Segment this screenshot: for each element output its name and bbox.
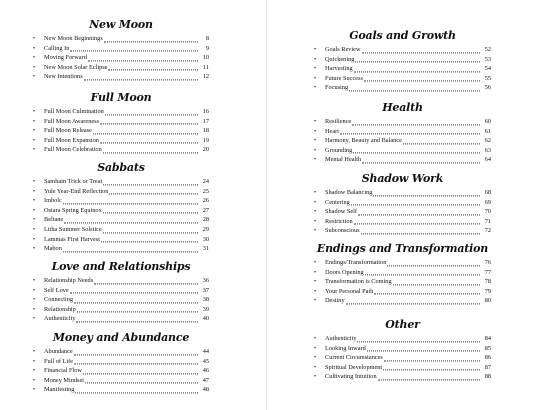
entry-page-number: 47 — [202, 376, 209, 384]
bullet-icon: • — [33, 188, 36, 195]
entry-page-number: 25 — [202, 187, 209, 195]
dot-leader — [63, 251, 198, 252]
entry-page-number: 86 — [484, 354, 491, 362]
dot-leader — [367, 351, 480, 352]
entry-page-number: 28 — [202, 216, 209, 224]
bullet-icon: • — [33, 297, 36, 304]
bullet-icon: • — [314, 56, 317, 63]
entry-title: Subconscious — [325, 227, 360, 235]
entry-page-number: 85 — [484, 344, 491, 352]
bullet-icon: • — [33, 179, 36, 185]
dot-leader — [362, 162, 480, 163]
toc-entry[interactable] — [314, 117, 491, 127]
bullet-icon: • — [33, 137, 36, 144]
entry-page-number: 31 — [202, 245, 209, 253]
dot-leader — [74, 364, 198, 365]
toc-entry[interactable] — [33, 34, 209, 44]
bullet-icon: • — [33, 377, 36, 384]
toc-entry[interactable] — [33, 206, 209, 216]
bullet-icon: • — [314, 209, 317, 216]
entry-title: Focusing — [325, 84, 349, 92]
entry-page-number: 18 — [202, 127, 209, 135]
entry-page-number: 56 — [484, 84, 491, 92]
entry-page-number: 30 — [202, 235, 209, 243]
section-heading: Endings and Transformation — [316, 242, 489, 255]
bullet-icon: • — [314, 147, 317, 154]
section-heading: Goals and Growth — [349, 29, 456, 42]
entry-page-number: 69 — [484, 198, 491, 206]
bullet-icon: • — [33, 287, 36, 294]
dot-leader — [346, 303, 480, 304]
entry-title: Current Circumstances — [325, 354, 383, 362]
section-health — [314, 101, 491, 165]
entry-title: Lammas First Harvest — [44, 235, 100, 243]
dot-leader — [340, 134, 480, 135]
bullet-icon: • — [314, 138, 317, 145]
bullet-icon: • — [314, 228, 317, 235]
entry-title: Your Personal Path — [325, 287, 374, 295]
dot-leader — [362, 52, 481, 53]
entry-title: Mabon — [44, 245, 62, 253]
dot-leader — [74, 302, 198, 303]
toc-entry[interactable] — [33, 126, 209, 136]
entry-page-number: 70 — [484, 208, 491, 216]
toc-entry[interactable] — [314, 296, 491, 306]
entry-title: Shadow Balancing — [325, 189, 373, 196]
bullet-icon: • — [33, 246, 36, 253]
entry-title: Future Success — [325, 74, 363, 82]
toc-entry[interactable] — [33, 72, 209, 82]
entry-page-number: 76 — [484, 259, 491, 266]
entry-page-number: 53 — [484, 55, 491, 63]
bullet-icon: • — [33, 358, 36, 365]
entry-page-number: 87 — [484, 363, 491, 371]
dot-leader — [100, 143, 198, 144]
toc-entry[interactable] — [33, 244, 209, 254]
dot-leader — [364, 81, 480, 82]
entry-page-number: 45 — [202, 357, 209, 365]
section-shadow-work — [314, 172, 491, 236]
bullet-icon: • — [33, 217, 36, 224]
dot-leader — [103, 213, 198, 214]
entry-title: Quickening — [325, 55, 355, 63]
entry-page-number: 26 — [202, 197, 209, 205]
bullet-icon: • — [33, 74, 36, 81]
dot-leader — [358, 214, 480, 215]
bullet-icon: • — [33, 387, 36, 394]
toc-entry[interactable] — [314, 226, 491, 236]
entry-page-number: 54 — [484, 65, 491, 73]
entry-title: Heart — [325, 127, 339, 135]
entry-title: Full Moon Celebration — [44, 146, 102, 154]
toc-entry[interactable] — [314, 277, 491, 287]
toc-entry[interactable] — [314, 363, 491, 373]
dot-leader — [354, 224, 480, 225]
entry-title: Beltane — [44, 216, 64, 224]
dot-leader — [77, 312, 198, 313]
entry-list — [33, 107, 209, 155]
entry-title: New Moon Solar Eclipse — [44, 63, 108, 71]
entry-title: Grounding — [325, 146, 353, 154]
toc-entry[interactable] — [314, 198, 491, 208]
entry-list — [314, 334, 491, 382]
entry-list — [33, 276, 209, 324]
toc-entry[interactable] — [33, 385, 209, 395]
toc-entry[interactable] — [314, 268, 491, 278]
bullet-icon: • — [314, 218, 317, 225]
dot-leader — [94, 283, 198, 284]
entry-title: Centering — [325, 198, 350, 206]
entry-title: Full Moon Awareness — [44, 117, 100, 125]
entry-title: Harmony, Beauty and Balance — [325, 137, 402, 145]
bullet-icon: • — [33, 128, 36, 135]
dot-leader — [365, 275, 480, 276]
dot-leader — [354, 71, 480, 72]
toc-entry[interactable] — [314, 258, 491, 268]
right-page — [267, 0, 533, 410]
entry-page-number: 55 — [484, 74, 491, 82]
entry-page-number: 60 — [484, 118, 491, 125]
entry-page-number: 37 — [202, 286, 209, 294]
dot-leader — [103, 184, 198, 185]
bullet-icon: • — [33, 207, 36, 214]
entry-title: Imbolc — [44, 197, 62, 205]
entry-title: New Intentions — [44, 73, 83, 81]
entry-page-number: 63 — [484, 146, 491, 154]
bullet-icon: • — [33, 236, 36, 243]
entry-title: Spiritual Development — [325, 363, 383, 371]
entry-title: Resilience — [325, 118, 352, 125]
dot-leader — [75, 392, 198, 393]
dot-leader — [353, 153, 480, 154]
dot-leader — [76, 321, 198, 322]
bullet-icon: • — [314, 199, 317, 206]
entry-title: Samhain Trick or Treat — [44, 178, 103, 185]
dot-leader — [361, 233, 480, 234]
toc-entry[interactable] — [33, 366, 209, 376]
entry-title: Shadow Self — [325, 208, 358, 216]
dot-leader — [84, 79, 198, 80]
dot-leader — [103, 232, 198, 233]
dot-leader — [93, 133, 198, 134]
bullet-icon: • — [314, 355, 317, 362]
entry-page-number: 8 — [205, 35, 209, 42]
entry-title: Goals Review — [325, 46, 361, 53]
section-heading: Full Moon — [90, 91, 152, 104]
toc-entry[interactable] — [33, 376, 209, 386]
entry-page-number: 27 — [202, 206, 209, 214]
dot-leader — [403, 143, 480, 144]
toc-entry[interactable] — [33, 225, 209, 235]
section-heading: Other — [385, 318, 420, 331]
entry-page-number: 68 — [484, 189, 491, 196]
entry-title: Mental Health — [325, 156, 362, 164]
toc-entry[interactable] — [33, 177, 209, 187]
entry-page-number: 10 — [202, 54, 209, 62]
dot-leader — [383, 370, 480, 371]
bullet-icon: • — [314, 190, 317, 196]
toc-entry[interactable] — [33, 136, 209, 146]
entry-page-number: 84 — [484, 335, 491, 342]
bullet-icon: • — [33, 368, 36, 375]
entry-page-number: 64 — [484, 156, 491, 164]
section-endings-and-transformation — [314, 242, 491, 306]
entry-title: Full Moon Expansion — [44, 136, 99, 144]
toc-entry[interactable] — [33, 286, 209, 296]
toc-entry[interactable] — [33, 187, 209, 197]
bullet-icon: • — [314, 75, 317, 82]
entry-title: Transformation is Coming — [325, 278, 392, 286]
bullet-icon: • — [314, 364, 317, 371]
entry-title: Moving Forward — [44, 54, 87, 62]
bullet-icon: • — [33, 118, 36, 125]
entry-page-number: 44 — [202, 348, 209, 355]
toc-entry[interactable] — [314, 64, 491, 74]
entry-page-number: 71 — [484, 217, 491, 225]
dot-leader — [109, 194, 198, 195]
entry-title: Looking Inward — [325, 344, 366, 352]
toc-entry[interactable] — [33, 145, 209, 155]
bullet-icon: • — [314, 119, 317, 125]
bullet-icon: • — [314, 269, 317, 276]
entry-page-number: 19 — [202, 136, 209, 144]
dot-leader — [374, 294, 480, 295]
section-goals-and-growth — [314, 29, 491, 93]
entry-page-number: 17 — [202, 117, 209, 125]
entry-page-number: 16 — [202, 108, 209, 115]
bullet-icon: • — [314, 260, 317, 266]
dot-leader — [100, 124, 198, 125]
entry-title: Abundance — [44, 348, 73, 355]
toc-entry[interactable] — [314, 334, 491, 344]
entry-title: Calling In — [44, 44, 70, 52]
entry-title: Authenticity — [325, 335, 357, 342]
entry-title: New Moon Beginnings — [44, 35, 103, 42]
entry-page-number: 9 — [205, 44, 209, 52]
entry-list — [33, 347, 209, 395]
toc-entry[interactable] — [314, 45, 491, 55]
dot-leader — [88, 60, 198, 61]
toc-entry[interactable] — [314, 372, 491, 382]
toc-entry[interactable] — [33, 63, 209, 73]
dot-leader — [357, 341, 480, 342]
toc-entry[interactable] — [33, 117, 209, 127]
bullet-icon: • — [33, 109, 36, 115]
dot-leader — [373, 195, 480, 196]
dot-leader — [101, 242, 198, 243]
section-heading: Money and Abundance — [52, 331, 190, 344]
entry-title: Full Moon Release — [44, 127, 92, 135]
dot-leader — [108, 70, 198, 71]
section-full-moon — [33, 91, 209, 155]
section-heading: Health — [382, 101, 423, 114]
entry-page-number: 12 — [202, 73, 209, 81]
entry-page-number: 29 — [202, 225, 209, 233]
dot-leader — [351, 205, 480, 206]
entry-title: Harvesting — [325, 65, 353, 73]
entry-page-number: 39 — [202, 305, 209, 313]
entry-title: Ostara Spring Equinox — [44, 206, 102, 214]
entry-title: Relationship — [44, 305, 76, 313]
section-heading: Sabbats — [97, 161, 145, 174]
toc-entry[interactable] — [314, 287, 491, 297]
bullet-icon: • — [33, 316, 36, 323]
bullet-icon: • — [33, 147, 36, 154]
entry-page-number: 36 — [202, 277, 209, 284]
entry-page-number: 38 — [202, 296, 209, 304]
entry-title: Connecting — [44, 296, 74, 304]
toc-entry[interactable] — [33, 53, 209, 63]
bullet-icon: • — [314, 336, 317, 342]
entry-title: Authenticity — [44, 315, 76, 323]
entry-title: Litha Summer Solstice — [44, 225, 102, 233]
entry-title: Endings/Transformation — [325, 259, 387, 266]
bullet-icon: • — [314, 374, 317, 381]
toc-entry[interactable] — [33, 347, 209, 357]
toc-entry[interactable] — [33, 235, 209, 245]
section-money-and-abundance — [33, 331, 209, 395]
entry-page-number: 88 — [484, 373, 491, 381]
toc-entry[interactable] — [314, 146, 491, 156]
bullet-icon: • — [33, 278, 36, 284]
toc-entry[interactable] — [314, 217, 491, 227]
dot-leader — [83, 373, 198, 374]
dot-leader — [85, 383, 198, 384]
dot-leader — [384, 360, 480, 361]
dot-leader — [64, 222, 198, 223]
entry-page-number: 77 — [484, 268, 491, 276]
dot-leader — [349, 90, 480, 91]
entry-title: Doors Opening — [325, 268, 364, 276]
entry-list — [33, 34, 209, 82]
section-heading: Shadow Work — [361, 172, 444, 185]
entry-page-number: 72 — [484, 227, 491, 235]
toc-entry[interactable] — [33, 196, 209, 206]
entry-title: Restriction — [325, 217, 353, 225]
bullet-icon: • — [33, 349, 36, 355]
entry-page-number: 24 — [202, 178, 209, 185]
entry-page-number: 79 — [484, 287, 491, 295]
entry-list — [314, 188, 491, 236]
toc-entry[interactable] — [314, 136, 491, 146]
bullet-icon: • — [314, 298, 317, 305]
section-heading: Love and Relationships — [51, 260, 191, 273]
entry-page-number: 48 — [202, 386, 209, 394]
entry-title: Manifesting — [44, 386, 75, 394]
dot-leader — [104, 41, 198, 42]
section-other — [314, 318, 491, 382]
bullet-icon: • — [314, 128, 317, 135]
entry-list — [33, 177, 209, 254]
toc-entry[interactable] — [314, 353, 491, 363]
toc-entry[interactable] — [33, 276, 209, 286]
bullet-icon: • — [314, 345, 317, 352]
bullet-icon: • — [33, 45, 36, 52]
toc-entry[interactable] — [33, 314, 209, 324]
dot-leader — [63, 203, 198, 204]
entry-page-number: 80 — [484, 297, 491, 305]
bullet-icon: • — [33, 36, 36, 42]
entry-title: Relationship Needs — [44, 277, 94, 284]
bullet-icon: • — [33, 55, 36, 62]
toc-entry[interactable] — [33, 44, 209, 54]
section-love-and-relationships — [33, 260, 209, 324]
entry-title: Full Moon Culmination — [44, 108, 104, 115]
dot-leader — [352, 124, 480, 125]
entry-page-number: 62 — [484, 137, 491, 145]
bullet-icon: • — [33, 64, 36, 71]
entry-title: Self Love — [44, 286, 69, 294]
toc-entry[interactable] — [33, 215, 209, 225]
toc-entry[interactable] — [33, 357, 209, 367]
toc-entry[interactable] — [314, 74, 491, 84]
entry-title: Cultivating Intuition — [325, 373, 377, 381]
bullet-icon: • — [314, 85, 317, 92]
dot-leader — [387, 265, 480, 266]
dot-leader — [103, 152, 198, 153]
entry-list — [314, 117, 491, 165]
entry-title: Financial Flow — [44, 367, 82, 375]
entry-page-number: 52 — [484, 46, 491, 53]
bullet-icon: • — [33, 306, 36, 313]
entry-page-number: 78 — [484, 278, 491, 286]
toc-entry[interactable] — [314, 207, 491, 217]
toc-entry[interactable] — [314, 127, 491, 137]
entry-title: Full of Life — [44, 357, 74, 365]
entry-page-number: 11 — [202, 63, 209, 71]
dot-leader — [70, 293, 198, 294]
entry-page-number: 61 — [484, 127, 491, 135]
toc-entry[interactable] — [314, 344, 491, 354]
bullet-icon: • — [314, 288, 317, 295]
bullet-icon: • — [314, 279, 317, 286]
dot-leader — [355, 62, 480, 63]
toc-entry[interactable] — [33, 295, 209, 305]
entry-title: Yule Year-End Reflection — [44, 187, 109, 195]
toc-entry[interactable] — [33, 305, 209, 315]
toc-entry[interactable] — [33, 107, 209, 117]
toc-entry[interactable] — [314, 188, 491, 198]
bullet-icon: • — [33, 226, 36, 233]
entry-page-number: 46 — [202, 367, 209, 375]
bullet-icon: • — [314, 47, 317, 53]
bullet-icon: • — [314, 157, 317, 164]
entry-list — [314, 45, 491, 93]
section-new-moon — [33, 18, 209, 82]
section-sabbats — [33, 161, 209, 254]
entry-page-number: 20 — [202, 146, 209, 154]
bullet-icon: • — [314, 66, 317, 73]
entry-page-number: 40 — [202, 315, 209, 323]
dot-leader — [378, 379, 480, 380]
entry-title: Destiny — [325, 297, 345, 305]
section-heading: New Moon — [89, 18, 153, 31]
dot-leader — [70, 51, 198, 52]
dot-leader — [393, 284, 480, 285]
dot-leader — [105, 114, 198, 115]
entry-title: Money Mindset — [44, 376, 85, 384]
bullet-icon: • — [33, 198, 36, 205]
entry-list — [314, 258, 491, 306]
dot-leader — [74, 354, 198, 355]
toc-entry[interactable] — [314, 83, 491, 93]
toc-entry[interactable] — [314, 55, 491, 65]
toc-entry[interactable] — [314, 155, 491, 165]
